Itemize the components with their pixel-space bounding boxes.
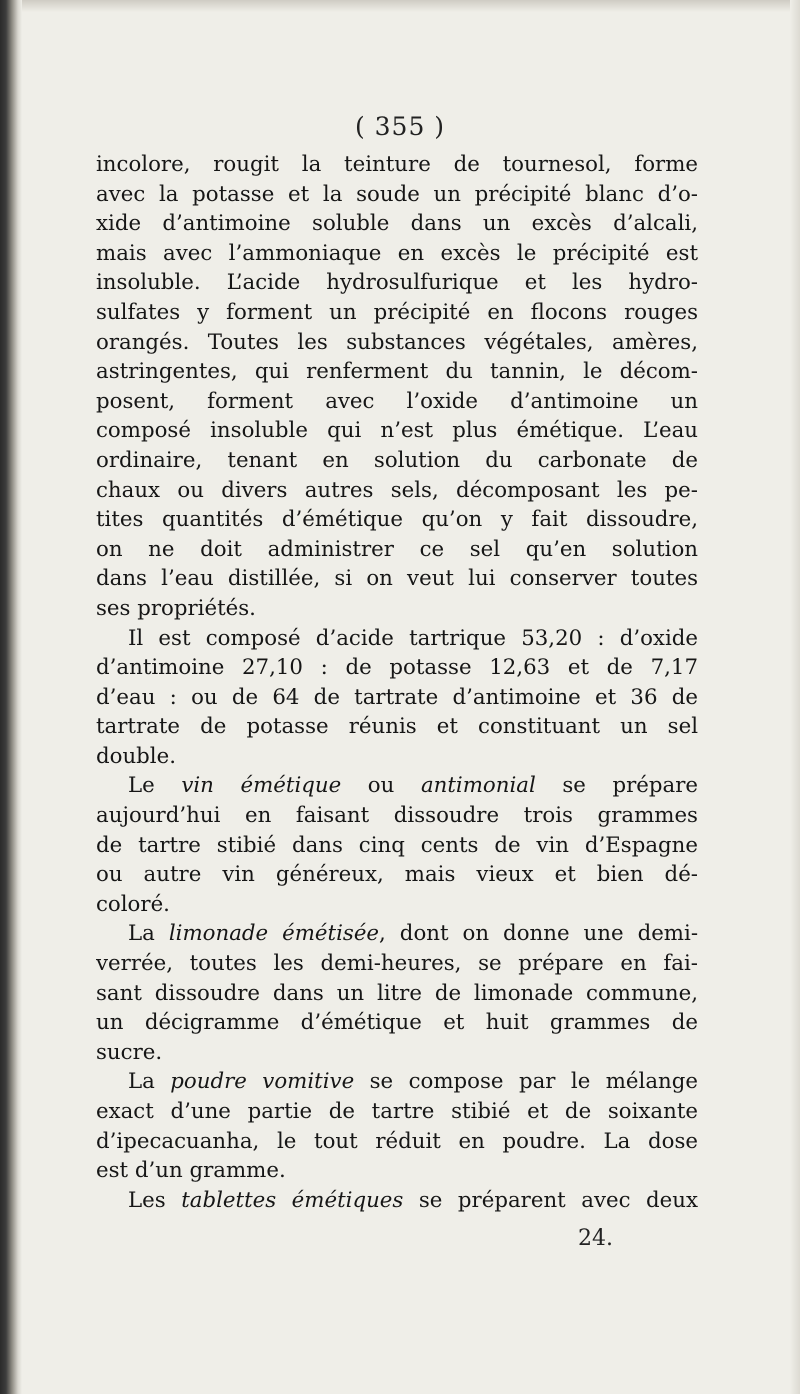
italic-term: tablettes émétiques: [181, 1187, 404, 1213]
page-top-edge: [0, 0, 800, 12]
text-line: [96, 653, 698, 683]
text-line: [96, 712, 698, 742]
text-line: [96, 890, 698, 920]
text-line: [96, 387, 698, 417]
text-run: d’eau : ou de 64 de tartrate d’antimoine et 36 de: [96, 684, 698, 710]
text-run: orangés. Toutes les substances végétales, amères,: [96, 329, 698, 355]
text-run: avec la potasse et la soude un précipité blanc d’o-: [96, 181, 698, 207]
text-line: [96, 831, 698, 861]
text-run: coloré.: [96, 891, 170, 917]
text-line: [96, 180, 698, 210]
text-line: [96, 298, 698, 328]
text-line: [96, 742, 698, 772]
text-line: [96, 268, 698, 298]
text-run: double.: [96, 743, 176, 769]
text-run: tartrate de potasse réunis et constituant un sel: [96, 714, 698, 740]
text-run: insoluble. L’acide hydrosulfurique et les hydro-: [96, 270, 698, 296]
text-line: [96, 446, 698, 476]
text-run: sucre.: [96, 1039, 163, 1065]
italic-term: limonade émétisée: [168, 921, 380, 947]
text-run: tites quantités d’émétique qu’on y fait dissoudre,: [96, 507, 698, 533]
text-run: se préparent avec deux: [403, 1187, 698, 1213]
text-run: La: [128, 1069, 171, 1095]
text-line: [96, 328, 698, 358]
page-number: ( 355 ): [354, 112, 446, 141]
body-text: [96, 150, 698, 1215]
text-run: , dont on donne une demi-: [379, 921, 698, 947]
text-line: [96, 1127, 698, 1157]
text-run: verrée, toutes les demi-heures, se prépare en fai-: [96, 951, 698, 977]
text-run: ordinaire, tenant en solution du carbonate de: [96, 447, 698, 473]
text-run: chaux ou divers autres sels, décomposant les pe-: [96, 477, 698, 503]
text-run: Les: [128, 1187, 182, 1213]
text-line: [96, 1038, 698, 1068]
text-run: Il est composé d’acide tartrique 53,20 : d’oxide: [128, 625, 698, 651]
text-line: [96, 564, 698, 594]
text-line: [96, 1097, 698, 1127]
text-line: [96, 860, 698, 890]
italic-term: vin émétique: [181, 773, 342, 799]
text-line: [96, 594, 698, 624]
text-line: [96, 535, 698, 565]
text-line: [96, 801, 698, 831]
text-line: [96, 476, 698, 506]
text-run: mais avec l’ammoniaque en excès le précipité est: [96, 240, 698, 266]
text-line: [96, 949, 698, 979]
text-run: La: [128, 921, 169, 947]
text-line: [96, 624, 698, 654]
text-line: [96, 919, 698, 949]
text-run: incolore, rougit la teinture de tournesol, forme: [96, 152, 698, 177]
text-run: de tartre stibié dans cinq cents de vin d’Espagne: [96, 832, 698, 858]
text-run: composé insoluble qui n’est plus émétique. L’eau: [96, 418, 698, 444]
text-line: [96, 683, 698, 713]
text-run: aujourd’hui en faisant dissoudre trois grammes: [96, 803, 698, 829]
text-run: sulfates y forment un précipité en flocons rouges: [96, 299, 698, 325]
text-line: [96, 357, 698, 387]
text-run: exact d’une partie de tartre stibié et de soixante: [96, 1099, 698, 1124]
text-run: astringentes, qui renferment du tannin, le décom-: [96, 359, 698, 385]
text-line: [96, 239, 698, 269]
text-run: ou autre vin généreux, mais vieux et bien dé-: [96, 862, 698, 888]
text-line: [96, 1008, 698, 1038]
text-line: [96, 771, 698, 801]
text-run: ses propriétés.: [96, 595, 256, 621]
text-line: [96, 1156, 698, 1186]
signature-mark: 24.: [578, 1226, 613, 1251]
italic-term: antimonial: [420, 773, 536, 799]
text-line: [96, 209, 698, 239]
text-run: posent, forment avec l’oxide d’antimoine un: [96, 388, 698, 414]
text-run: ou: [341, 773, 421, 799]
text-run: d’antimoine 27,10 : de potasse 12,63 et de 7,17: [96, 655, 698, 681]
text-line: [96, 1186, 698, 1216]
text-line: [96, 150, 698, 180]
text-run: se compose par le mélange: [354, 1069, 698, 1095]
text-run: d’ipecacuanha, le tout réduit en poudre. La dose: [96, 1128, 698, 1154]
text-line: [96, 416, 698, 446]
text-run: on ne doit administrer ce sel qu’en solution: [96, 536, 698, 562]
text-line: [96, 505, 698, 535]
text-run: sant dissoudre dans un litre de limonade commune,: [96, 980, 698, 1006]
text-run: se prépare: [535, 773, 698, 799]
page-right-edge: [790, 0, 800, 1394]
binding-shadow: [0, 0, 22, 1394]
text-run: un décigramme d’émétique et huit grammes de: [96, 1010, 698, 1036]
text-line: [96, 979, 698, 1009]
text-run: dans l’eau distillée, si on veut lui conserver toutes: [96, 566, 698, 592]
text-run: est d’un gramme.: [96, 1158, 286, 1184]
text-line: [96, 1067, 698, 1097]
text-run: xide d’antimoine soluble dans un excès d’alcali,: [96, 211, 698, 237]
italic-term: poudre vomitive: [170, 1069, 355, 1095]
text-run: Le: [128, 773, 182, 799]
